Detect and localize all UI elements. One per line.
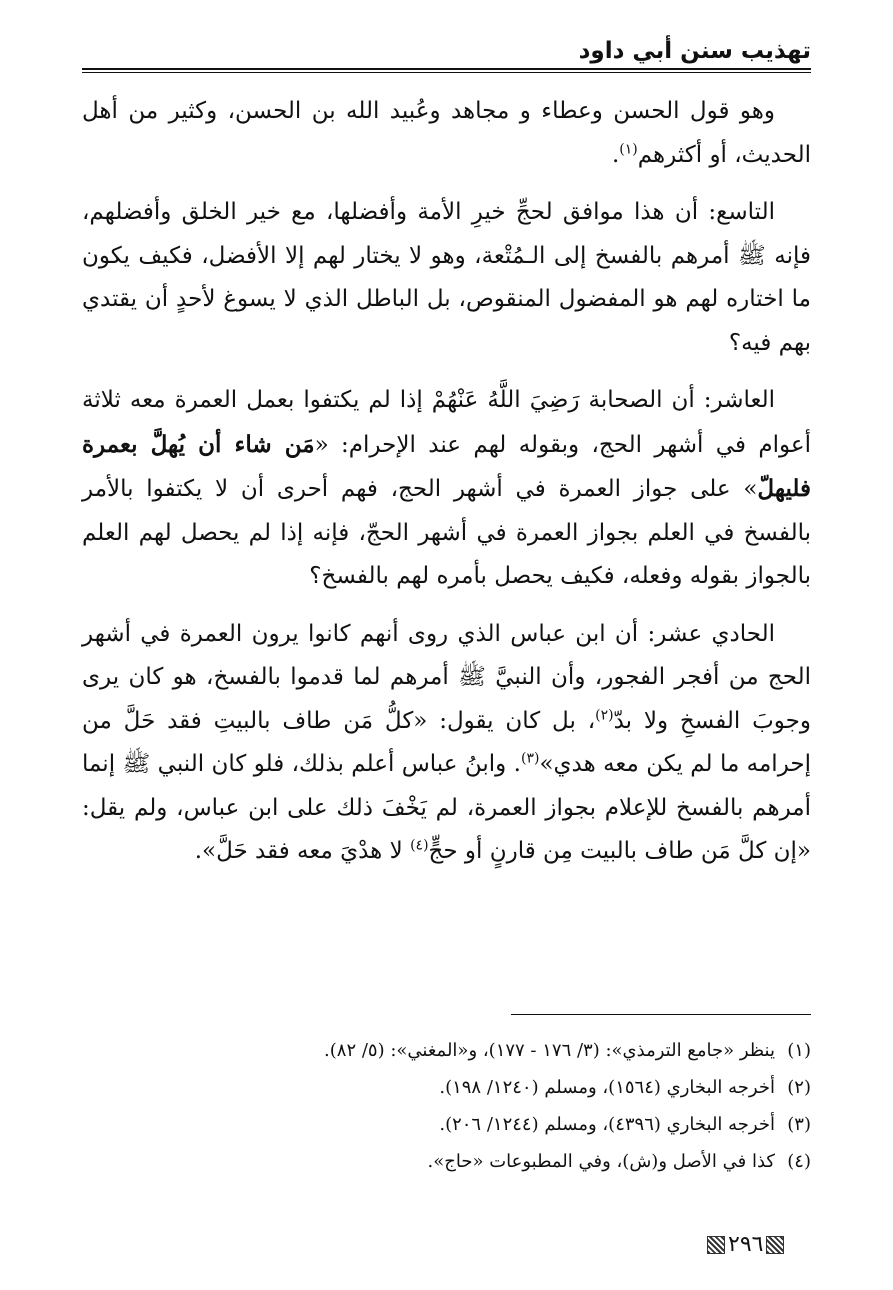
page-number-digits: ٢٩٦ <box>728 1232 764 1257</box>
paragraph-text: لا هدْيَ معه فقد حَلَّ». <box>194 838 411 864</box>
footnote-text: أخرجه البخاري (١٥٦٤)، ومسلم (١٢٤٠/ ١٩٨). <box>439 1077 775 1098</box>
footnote-text: ينظر «جامع الترمذي»: (٣/ ١٧٦ - ١٧٧)، و«المغني»: (٥/ ٨٢). <box>324 1040 775 1061</box>
footnote-number: (٤) <box>787 1151 811 1172</box>
footnote-text: كذا في الأصل و(ش)، وفي المطبوعات «حاج». <box>427 1151 775 1172</box>
hadith-quote: مَن شاء أن يُهلَّ بعمرة فليهلّ <box>82 430 811 502</box>
paragraph-text: الحادي عشر: أن ابن عباس الذي روى أنهم كانوا يرون العمرة في أشهر الحج من أفجر الفجور، وأن النبيَّ ﷺ أمرهم لما قدموا بالفسخ، هو كان يرى وجوبَ الفسخِ ولا بدّ <box>82 620 811 734</box>
header-rule <box>82 68 811 70</box>
paragraph-4 <box>82 613 811 874</box>
footnote-3 <box>82 1106 811 1143</box>
footnote-text: أخرجه البخاري (٤٣٩٦)، ومسلم (١٢٤٤/ ٢٠٦). <box>439 1114 775 1135</box>
header-rule-thin <box>82 72 811 73</box>
footnote-number: (٢) <box>787 1077 811 1098</box>
main-text <box>82 90 811 888</box>
footnote-4 <box>82 1143 811 1180</box>
paragraph-3 <box>82 379 811 599</box>
footnote-ref: (٢) <box>595 706 614 723</box>
ornament-icon <box>707 1236 725 1254</box>
footnotes <box>82 1032 811 1180</box>
footnote-2 <box>82 1069 811 1106</box>
footnote-number: (٣) <box>787 1114 811 1135</box>
footnote-number: (١) <box>787 1040 811 1061</box>
footnote-ref: (١) <box>619 140 638 157</box>
page-number <box>707 1230 784 1260</box>
footnote-ref: (٤) <box>410 837 429 854</box>
paragraph-text: . <box>611 141 620 168</box>
paragraph-text: . وابنُ عباس أعلم بذلك، فلو كان النبي ﷺ إنما أمرهم بالفسخ للإعلام بجواز العمرة، لم يَخْفَ ذلك على ابن عباس، ولم يقل: «إن كلَّ مَن طاف بالبيت مِن قارنٍ أو حجٍّ <box>82 751 811 864</box>
ornament-icon <box>766 1236 784 1254</box>
paragraph-text: » على جواز العمرة في أشهر الحج، فهم أحرى أن لا يكتفوا بالأمر بالفسخ في العلم بجواز العمرة في أشهر الحجّ، فإنه إذا لم يحصل لهم العلم بالجواز بقوله وفعله، فكيف يحصل بأمره لهم بالفسخ؟ <box>82 476 811 589</box>
paragraph-2 <box>82 191 811 365</box>
footnote-1 <box>82 1032 811 1069</box>
paragraph-text: العاشر: أن الصحابة رَضِيَ اللَّهُ عَنْهُمْ إذا لم يكتفوا بعمل العمرة معه ثلاثة أعوام في أشهر الحج، وبقوله لهم عند الإحرام: « <box>82 387 811 458</box>
footnote-separator <box>511 1014 811 1015</box>
paragraph-text: التاسع: أن هذا موافق لحجِّ خيرِ الأمة وأفضلها، مع خير الخلق وأفضلهم، فإنه ﷺ أمرهم بالفسخ إلى الـمُتْعة، وهو لا يختار لهم إلا الأفضل، فكيف يكون ما اختاره لهم هو المفضول المنقوص، بل الباطل الذي لا يسوغ لأحدٍ أن يقتدي بهم فيه؟ <box>82 199 811 356</box>
running-title: تهذيب سنن أبي داود <box>578 38 811 64</box>
footnote-ref: (٣) <box>520 750 540 767</box>
paragraph-text: ، بل كان يقول: «كلُّ مَن طاف بالبيتِ فقد حَلَّ من إحرامه ما لم يكن معه هدي» <box>82 707 811 777</box>
paragraph-text: وهو قول الحسن وعطاء و مجاهد وعُبيد الله بن الحسن، وكثير من أهل الحديث، أو أكثرهم <box>82 98 811 168</box>
paragraph-1 <box>82 90 811 177</box>
